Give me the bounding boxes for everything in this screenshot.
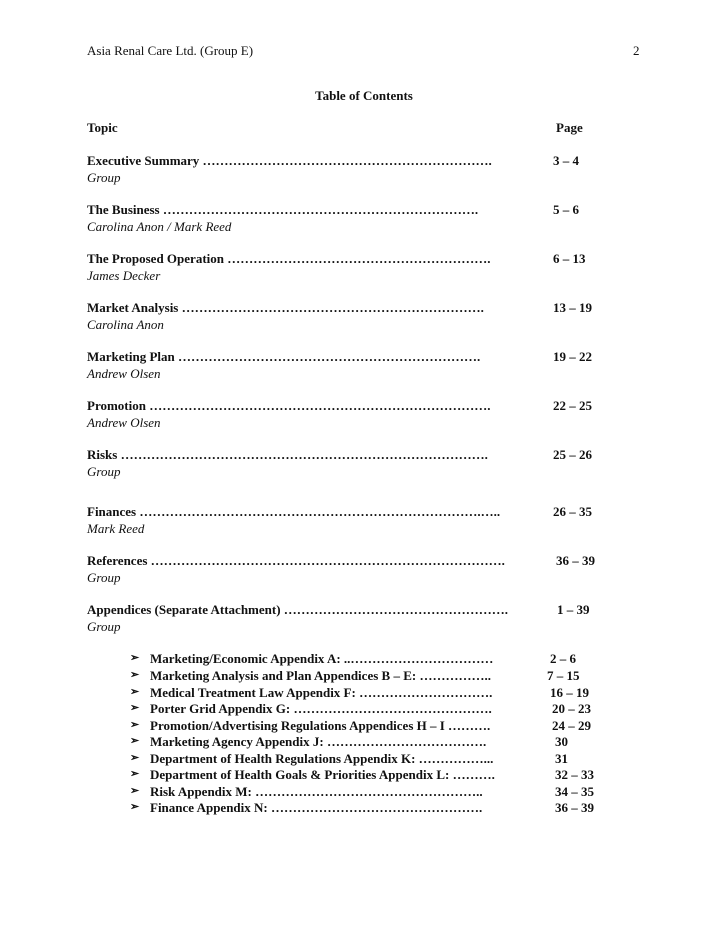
toc-entry-page: 6 – 13 xyxy=(553,251,586,266)
toc-entry xyxy=(87,300,647,340)
toc-entry xyxy=(87,602,647,642)
toc-entry-title: Appendices (Separate Attachment) ……………………………………………. xyxy=(87,602,509,617)
appendix-page: 2 – 6 xyxy=(550,651,576,666)
column-header-page: Page xyxy=(556,120,583,135)
toc-entry-title: Finances …………………………………………………………………….….. xyxy=(87,504,501,519)
toc-entry-page: 5 – 6 xyxy=(553,202,579,217)
appendix-page: 24 – 29 xyxy=(552,718,591,733)
toc-entry-author: Carolina Anon xyxy=(87,317,164,332)
toc-title: Table of Contents xyxy=(315,88,413,103)
appendix-page: 30 xyxy=(555,734,568,749)
toc-entry-author: Group xyxy=(87,170,121,185)
appendix-label: Finance Appendix N: …………………………………………. xyxy=(150,800,483,815)
toc-entry-author: Andrew Olsen xyxy=(87,415,161,430)
arrow-bullet-icon: ➢ xyxy=(130,702,140,714)
toc-entry-page: 26 – 35 xyxy=(553,504,592,519)
toc-entry-author: Carolina Anon / Mark Reed xyxy=(87,219,232,234)
arrow-bullet-icon: ➢ xyxy=(130,652,140,664)
toc-entry-page: 19 – 22 xyxy=(553,349,592,364)
appendix-label: Risk Appendix M: …………………………………………….. xyxy=(150,784,483,799)
appendix-label: Marketing Analysis and Plan Appendices B – E: …………….. xyxy=(150,668,491,683)
appendix-label: Marketing/Economic Appendix A: ..…………………………… xyxy=(150,651,494,666)
appendix-label: Department of Health Goals & Priorities Appendix L: ………. xyxy=(150,767,495,782)
toc-entry xyxy=(87,153,647,193)
toc-entry xyxy=(87,202,647,242)
arrow-bullet-icon: ➢ xyxy=(130,768,140,780)
toc-entry-author: James Decker xyxy=(87,268,161,283)
toc-entry-title: The Proposed Operation ……………………………………………………. xyxy=(87,251,491,266)
toc-entry-title: The Business ………………………………………………………………. xyxy=(87,202,479,217)
toc-entry xyxy=(87,504,647,544)
page-number: 2 xyxy=(633,43,640,58)
appendix-page: 32 – 33 xyxy=(555,767,594,782)
toc-entry-author: Andrew Olsen xyxy=(87,366,161,381)
appendix-page: 31 xyxy=(555,751,568,766)
toc-entry xyxy=(87,349,647,389)
appendix-page: 34 – 35 xyxy=(555,784,594,799)
toc-entry-page: 1 – 39 xyxy=(557,602,590,617)
arrow-bullet-icon: ➢ xyxy=(130,719,140,731)
toc-entry-title: Promotion ……………………………………………………………………. xyxy=(87,398,491,413)
toc-entry-page: 3 – 4 xyxy=(553,153,579,168)
running-header-title: Asia Renal Care Ltd. (Group E) xyxy=(87,43,254,58)
toc-entry-title: Marketing Plan ……………………………………………………………. xyxy=(87,349,481,364)
toc-entry xyxy=(87,447,647,487)
column-header-topic: Topic xyxy=(87,120,118,135)
appendix-page: 16 – 19 xyxy=(550,685,589,700)
toc-entry-title: Market Analysis ……………………………………………………………. xyxy=(87,300,484,315)
toc-entry-page: 25 – 26 xyxy=(553,447,592,462)
appendix-page: 7 – 15 xyxy=(547,668,580,683)
toc-entry-author: Group xyxy=(87,570,121,585)
arrow-bullet-icon: ➢ xyxy=(130,686,140,698)
toc-entry-title: References ………………………………………………………………………. xyxy=(87,553,505,568)
toc-entry-author: Group xyxy=(87,619,121,634)
toc-entry-author: Mark Reed xyxy=(87,521,145,536)
arrow-bullet-icon: ➢ xyxy=(130,785,140,797)
arrow-bullet-icon: ➢ xyxy=(130,801,140,813)
arrow-bullet-icon: ➢ xyxy=(130,669,140,681)
appendix-label: Marketing Agency Appendix J: ………………………………. xyxy=(150,734,487,749)
appendix-label: Porter Grid Appendix G: ………………………………………. xyxy=(150,701,492,716)
toc-entry xyxy=(87,251,647,291)
toc-entry-page: 22 – 25 xyxy=(553,398,592,413)
toc-entry-title: Risks …………………………………………………………………………. xyxy=(87,447,488,462)
arrow-bullet-icon: ➢ xyxy=(130,752,140,764)
toc-entry xyxy=(87,553,647,593)
toc-entry-author: Group xyxy=(87,464,121,479)
arrow-bullet-icon: ➢ xyxy=(130,735,140,747)
toc-entry-page: 13 – 19 xyxy=(553,300,592,315)
appendix-label: Promotion/Advertising Regulations Appendices H – I ………. xyxy=(150,718,491,733)
appendix-page: 36 – 39 xyxy=(555,800,594,815)
toc-entry-title: Executive Summary …………………………………………………………. xyxy=(87,153,492,168)
toc-entry-page: 36 – 39 xyxy=(556,553,595,568)
appendix-page: 20 – 23 xyxy=(552,701,591,716)
appendix-label: Department of Health Regulations Appendix K: ……………... xyxy=(150,751,494,766)
appendix-label: Medical Treatment Law Appendix F: …………………………. xyxy=(150,685,493,700)
toc-entry xyxy=(87,398,647,438)
